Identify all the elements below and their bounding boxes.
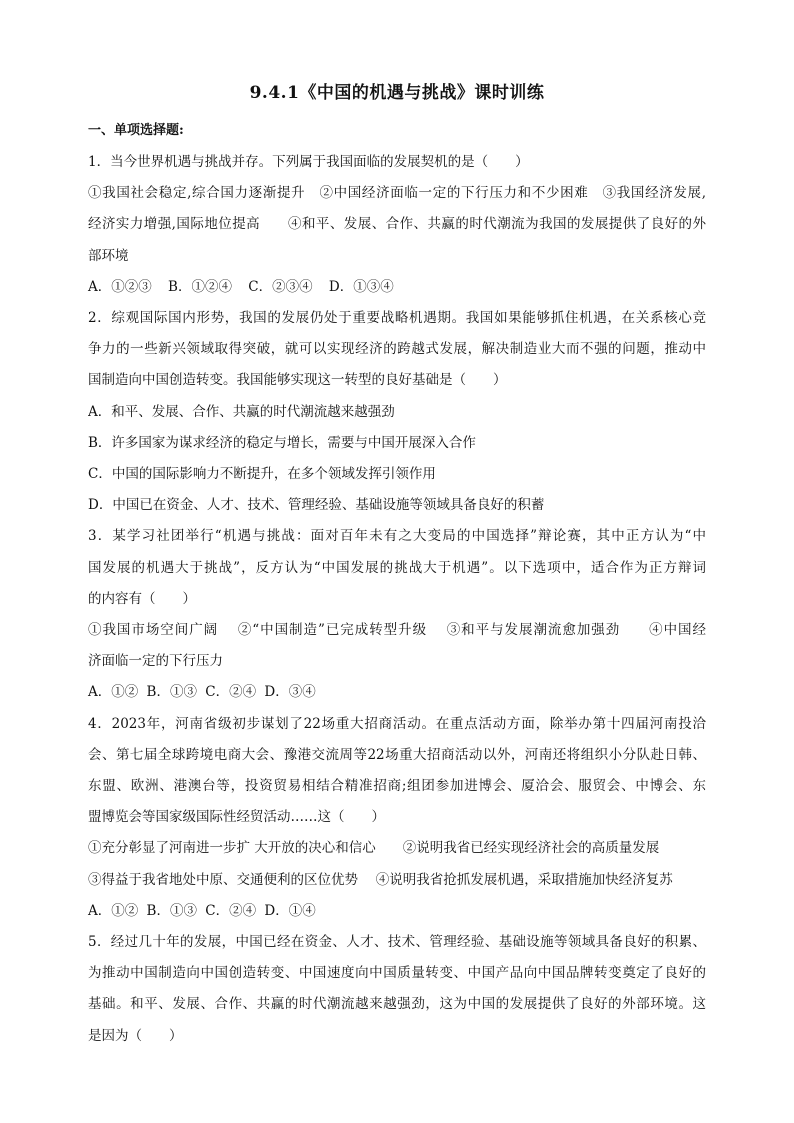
option-c[interactable]: C．②④ [205, 902, 257, 919]
option-d[interactable]: D．①③④ [328, 278, 394, 295]
question-2-option-d[interactable]: D．中国已在资金、人才、技术、管理经验、基础设施等领域具备良好的积蓄 [88, 497, 545, 514]
option-a[interactable]: A．①② [88, 902, 139, 919]
question-3-stem-line: 国发展的机遇大于挑战”，反方认为“中国发展的挑战大于机遇”。以下选项中，适合作为正方辩词 [88, 559, 706, 576]
question-4-statement-line: ③得益于我省地处中原、交通便利的区位优势 ④说明我省抢抓发展机遇，采取措施加快经济复苏 [88, 871, 673, 888]
section-heading: 一、单项选择题: [88, 123, 184, 138]
question-5 [88, 927, 706, 1052]
option-b[interactable]: B．①③ [146, 684, 197, 701]
question-2-option-a[interactable]: A．和平、发展、合作、共赢的时代潮流越来越强劲 [88, 403, 395, 420]
question-2-stem-line: 争力的一些新兴领域取得突破，就可以实现经济的跨越式发展，解决制造业大而不强的问题，推动中 [88, 341, 706, 358]
question-4-stem-line: 东盟、欧洲、港澳台等，投资贸易相结合精准招商;组团参加进博会、厦洽会、服贸会、中博会、东 [88, 778, 706, 795]
option-a[interactable]: A．①②③ [88, 278, 152, 295]
question-1 [88, 147, 706, 303]
question-3-stem-line: 3．某学习社团举行“机遇与挑战：面对百年未有之大变局的中国选择”辩论赛，其中正方认为“中 [88, 528, 706, 545]
question-3-statement-line: 济面临一定的下行压力 [88, 653, 223, 670]
option-a[interactable]: A．①② [88, 684, 139, 701]
question-4-options [88, 896, 706, 927]
question-5-stem-line: 5．经过几十年的发展，中国已经在资金、人才、技术、管理经验、基础设施等领域具备良好的积累、 [88, 934, 706, 951]
question-4-statement-line: ①充分彰显了河南进一步扩 大开放的决心和信心 ②说明我省已经实现经济社会的高质量发展 [88, 840, 660, 857]
question-4 [88, 709, 706, 927]
question-2-stem-line: 国制造向中国创造转变。我国能够实现这一转型的良好基础是（ ） [88, 372, 507, 389]
question-4-stem-line: 4．2023年，河南省级初步谋划了22场重大招商活动。在重点活动方面，除举办第十四届河南投洽 [88, 715, 706, 732]
question-3-options [88, 677, 706, 708]
document-page [88, 78, 706, 1052]
question-1-stem: 1．当今世界机遇与挑战并存。下列属于我国面临的发展契机的是（ ） [88, 154, 529, 170]
document-title: 9.4.1《中国的机遇与挑战》课时训练 [249, 83, 545, 103]
question-3-stem-line: 的内容有（ ） [88, 590, 196, 607]
option-d[interactable]: D．①④ [264, 902, 316, 919]
question-4-stem-line: 会、第七届全球跨境电商大会、豫港交流周等22场重大招商活动以外，河南还将组织小分队赴日韩、 [88, 746, 706, 763]
question-5-stem-line: 是因为（ ） [88, 1027, 183, 1044]
question-2-stem-line: 2．综观国际国内形势，我国的发展仍处于重要战略机遇期。我国如果能够抓住机遇，在关系核心竞 [88, 310, 706, 327]
question-1-statement-line: 部环境 [88, 247, 129, 264]
question-5-stem-line: 基础。和平、发展、合作、共赢的时代潮流越来越强劲，这为中国的发展提供了良好的外部环境。这 [88, 996, 706, 1013]
question-3 [88, 521, 706, 708]
question-2-option-b[interactable]: B．许多国家为谋求经济的稳定与增长，需要与中国开展深入合作 [88, 434, 476, 451]
question-1-statement-line: 经济实力增强,国际地位提高 ④和平、发展、合作、共赢的时代潮流为我国的发展提供了良好的外 [88, 216, 706, 233]
option-b[interactable]: B．①②④ [168, 278, 232, 295]
option-d[interactable]: D．③④ [264, 684, 316, 701]
option-c[interactable]: C．②④ [205, 684, 257, 701]
option-b[interactable]: B．①③ [146, 902, 197, 919]
question-2-option-c[interactable]: C．中国的国际影响力不断提升，在多个领域发挥引领作用 [88, 466, 436, 483]
question-4-stem-line: 盟博览会等国家级国际性经贸活动……这（ ） [88, 809, 385, 826]
question-5-stem-line: 为推动中国制造向中国创造转变、中国速度向中国质量转变、中国产品向中国品牌转变奠定了良好的 [88, 965, 706, 982]
question-1-statement-line: ①我国社会稳定,综合国力逐渐提升 ②中国经济面临一定的下行压力和不少困难 ③我国经济发展, [88, 185, 706, 202]
question-2 [88, 303, 706, 521]
question-1-options [88, 272, 706, 303]
question-3-statement-line: ①我国市场空间广阔 ②“中国制造”已完成转型升级 ③和平与发展潮流愈加强劲 ④中国经 [88, 622, 706, 639]
option-c[interactable]: C．②③④ [248, 278, 313, 295]
